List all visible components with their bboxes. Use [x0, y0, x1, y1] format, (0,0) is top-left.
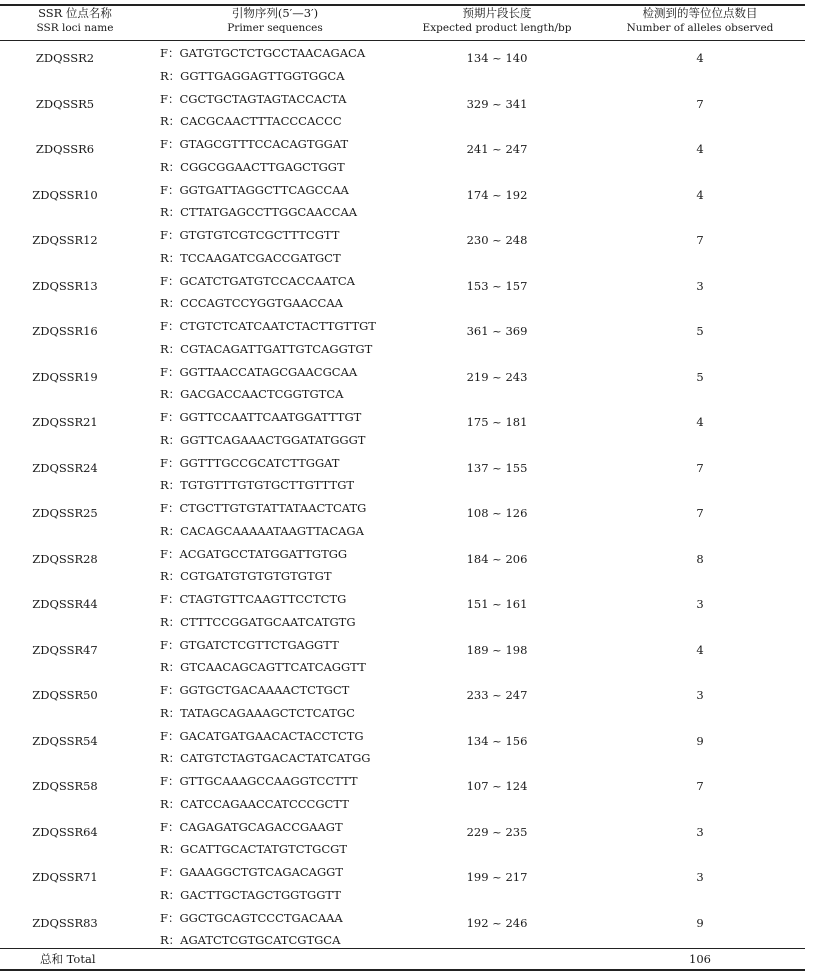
forward-primer: F：CTGCTTGTGTATTATAACTCATG [160, 501, 367, 515]
locus-name: ZDQSSR83 [32, 915, 98, 930]
header-locus-cn: SSR 位点名称 [38, 6, 112, 20]
allele-count: 9 [696, 915, 704, 930]
header-locus [0, 6, 150, 36]
allele-count: 7 [696, 96, 704, 111]
forward-primer: F：GGTGCTGACAAAACTCTGCT [160, 683, 350, 697]
table-body [0, 45, 805, 955]
product-length: 174 ~ 192 [466, 187, 528, 202]
table-row [0, 136, 805, 182]
reverse-primer: R：GGTTCAGAAACTGGATATGGGT [160, 432, 366, 447]
product-length: 151 ~ 161 [466, 597, 528, 611]
product-length: 134 ~ 140 [466, 51, 528, 65]
reverse-primer: R：CGTACAGATTGATTGTCAGGTGT [160, 341, 373, 356]
total-rule [0, 948, 805, 949]
total-value: 106 [689, 952, 711, 966]
allele-count: 4 [696, 642, 704, 657]
forward-primer: F：GGTTTGCCGCATCTTGGAT [160, 455, 340, 470]
allele-count: 7 [696, 233, 704, 247]
locus-name: ZDQSSR13 [32, 278, 98, 293]
table-row [0, 864, 805, 910]
product-length: 137 ~ 155 [466, 460, 528, 475]
table-row [0, 682, 805, 728]
header-primer-en: Primer sequences [227, 22, 323, 34]
header-length [402, 6, 592, 36]
locus-name: ZDQSSR64 [32, 824, 98, 839]
reverse-primer: R：GACTTGCTAGCTGGTGGTT [160, 887, 341, 902]
reverse-primer: R：CCCAGTCCYGGTGAACCAA [160, 296, 343, 310]
forward-primer: F：ACGATGCCTATGGATTGTGG [160, 546, 348, 561]
reverse-primer: R：CACGCAACTTTACCCACCC [160, 114, 342, 128]
reverse-primer: R：CACAGCAAAAATAAGTTACAGA [160, 523, 364, 538]
forward-primer: F：CTGTCTCATCAATCTACTTGTTGT [160, 319, 376, 333]
table-row [0, 773, 805, 819]
table-row [0, 409, 805, 455]
reverse-primer: R：TATAGCAGAAAGCTCTCATGC [160, 705, 355, 720]
header-length-cn: 预期片段长度 [462, 6, 532, 20]
product-length: 108 ~ 126 [466, 506, 528, 520]
bottom-rule [0, 969, 805, 971]
table-row [0, 546, 805, 592]
forward-primer: F：CTAGTGTTCAAGTTCCTCTG [160, 592, 347, 606]
locus-name: ZDQSSR5 [35, 96, 95, 111]
allele-count: 4 [696, 142, 704, 156]
allele-count: 3 [696, 597, 704, 611]
product-length: 134 ~ 156 [466, 733, 528, 748]
table-row [0, 637, 805, 683]
header-alleles [600, 6, 800, 36]
product-length: 230 ~ 248 [466, 233, 528, 247]
product-length: 241 ~ 247 [466, 142, 528, 156]
table-row [0, 182, 805, 228]
header-primer [155, 6, 395, 36]
forward-primer: F：GATGTGCTCTGCCTAACAGACA [160, 46, 366, 60]
reverse-primer: R：CTTATGAGCCTTGGCAACCAA [160, 205, 358, 219]
reverse-primer: R：CTTTCCGGATGCAATCATGTG [160, 614, 356, 629]
table-row [0, 728, 805, 774]
reverse-primer: R：GTCAACAGCAGTTCATCAGGTT [160, 660, 366, 674]
product-length: 229 ~ 235 [466, 824, 528, 839]
locus-name: ZDQSSR10 [32, 187, 98, 202]
table-row [0, 591, 805, 637]
allele-count: 3 [696, 870, 704, 884]
locus-name: ZDQSSR50 [32, 688, 98, 702]
locus-name: ZDQSSR28 [32, 551, 98, 566]
allele-count: 3 [696, 824, 704, 839]
locus-name: ZDQSSR21 [32, 415, 98, 429]
reverse-primer: R：GGTTGAGGAGTTGGTGGCA [160, 68, 345, 83]
table-row [0, 91, 805, 137]
product-length: 192 ~ 246 [466, 915, 528, 930]
product-length: 329 ~ 341 [466, 96, 528, 111]
header-length-en: Expected product length/bp [422, 22, 572, 34]
reverse-primer: R：GCATTGCACTATGTCTGCGT [160, 842, 348, 856]
locus-name: ZDQSSR16 [32, 324, 98, 338]
forward-primer: F：GCATCTGATGTCCACCAATCA [160, 273, 355, 288]
allele-count: 7 [696, 779, 704, 793]
table-row [0, 45, 805, 91]
table-row [0, 273, 805, 319]
forward-primer: F：GTGATCTCGTTCTGAGGTT [160, 637, 339, 652]
allele-count: 4 [696, 187, 704, 202]
locus-name: ZDQSSR2 [35, 51, 95, 65]
allele-count: 7 [696, 460, 704, 475]
reverse-primer: R：CGGCGGAACTTGAGCTGGT [160, 159, 345, 174]
allele-count: 5 [696, 324, 704, 338]
reverse-primer: R：CATGTCTAGTGACACTATCATGG [160, 751, 371, 765]
product-length: 184 ~ 206 [466, 551, 528, 566]
allele-count: 9 [696, 733, 704, 748]
header-alleles-en: Number of alleles observed [626, 22, 774, 34]
product-length: 107 ~ 124 [466, 779, 528, 793]
product-length: 189 ~ 198 [466, 642, 528, 657]
allele-count: 5 [696, 369, 704, 384]
table-row [0, 364, 805, 410]
locus-name: ZDQSSR12 [32, 233, 98, 247]
forward-primer: F：GGTTCCAATTCAATGGATTTGT [160, 410, 362, 424]
locus-name: ZDQSSR25 [32, 506, 98, 520]
forward-primer: F：GGTGATTAGGCTTCAGCCAA [160, 182, 349, 197]
locus-name: ZDQSSR6 [35, 142, 95, 156]
reverse-primer: R：CGTGATGTGTGTGTGTGT [160, 569, 332, 583]
forward-primer: F：GTTGCAAAGCCAAGGTCCTTT [160, 774, 358, 788]
header-locus-en: SSR loci name [36, 22, 114, 34]
allele-count: 4 [696, 51, 704, 65]
locus-name: ZDQSSR54 [32, 733, 98, 748]
reverse-primer: R：TCCAAGATCGACCGATGCT [160, 250, 341, 265]
table-row [0, 227, 805, 273]
table-row [0, 455, 805, 501]
forward-primer: F：GGCTGCAGTCCCTGACAAA [160, 910, 343, 925]
header-rule [0, 40, 805, 41]
forward-primer: F：GTGTGTCGTCGCTTTCGTT [160, 228, 340, 242]
total-label: 总和 Total [40, 952, 96, 966]
reverse-primer: R：TGTGTTTGTGTGCTTGTTTGT [160, 478, 355, 492]
allele-count: 3 [696, 688, 704, 702]
reverse-primer: R：AGATCTCGTGCATCGTGCA [160, 933, 341, 947]
product-length: 153 ~ 157 [466, 278, 528, 293]
table-row [0, 500, 805, 546]
allele-count: 8 [696, 551, 704, 566]
table-row [0, 819, 805, 865]
product-length: 361 ~ 369 [466, 324, 528, 338]
header-primer-cn: 引物序列(5′—3′) [231, 6, 319, 20]
locus-name: ZDQSSR24 [32, 460, 98, 475]
locus-name: ZDQSSR19 [32, 369, 98, 384]
allele-count: 3 [696, 278, 704, 293]
product-length: 175 ~ 181 [466, 415, 528, 429]
locus-name: ZDQSSR47 [32, 642, 98, 657]
locus-name: ZDQSSR58 [32, 779, 98, 793]
allele-count: 7 [696, 506, 704, 520]
product-length: 199 ~ 217 [466, 870, 528, 884]
table-row [0, 318, 805, 364]
forward-primer: F：CAGAGATGCAGACCGAAGT [160, 819, 343, 834]
locus-name: ZDQSSR44 [32, 597, 98, 611]
locus-name: ZDQSSR71 [32, 870, 98, 884]
reverse-primer: R：GACGACCAACTCGGTGTCA [160, 387, 344, 401]
allele-count: 4 [696, 415, 704, 429]
product-length: 219 ~ 243 [466, 369, 528, 384]
forward-primer: F：CGCTGCTAGTAGTACCACTA [160, 91, 347, 106]
reverse-primer: R：CATCCAGAACCATCCCGCTT [160, 796, 349, 811]
header-alleles-cn: 检测到的等位位点数目 [642, 6, 758, 20]
forward-primer: F：GTAGCGTTTCCACAGTGGAT [160, 137, 349, 151]
forward-primer: F：GACATGATGAACACTACCTCTG [160, 728, 364, 743]
product-length: 233 ~ 247 [466, 688, 528, 702]
forward-primer: F：GAAAGGCTGTCAGACAGGT [160, 865, 344, 879]
forward-primer: F：GGTTAACCATAGCGAACGCAA [160, 364, 358, 379]
